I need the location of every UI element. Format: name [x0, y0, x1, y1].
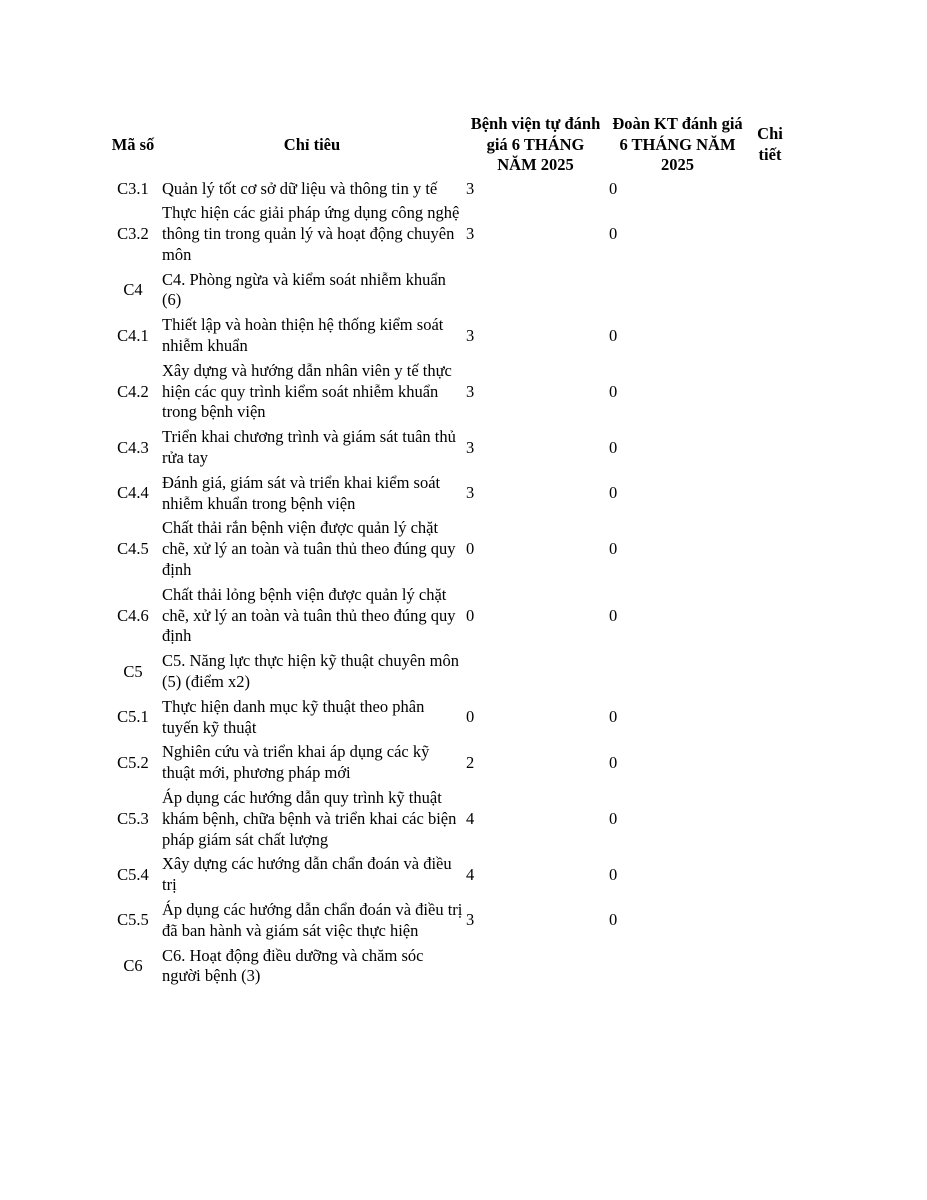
row-criteria: Đánh giá, giám sát và triển khai kiểm soát nhiễm khuẩn trong bệnh viện [162, 472, 441, 513]
row-criteria: Quản lý tốt cơ sở dữ liệu và thông tin y tế [162, 178, 438, 198]
row-self-evaluation [464, 650, 607, 696]
row-code: C4.4 [117, 483, 149, 503]
row-criteria: Xây dựng các hướng dẫn chẩn đoán và điều trị [162, 854, 452, 895]
row-criteria: Thực hiện các giải pháp ứng dụng công nghệ thông tin trong quản lý và hoạt động chuyên môn [162, 203, 460, 264]
row-criteria: Chất thải lỏng bệnh viện được quản lý chặt chẽ, xử lý an toàn và tuân thủ theo đúng quy định [162, 584, 456, 646]
row-detail [748, 517, 792, 583]
table-row [106, 517, 792, 583]
evaluation-page [106, 114, 792, 990]
row-detail [748, 269, 792, 315]
row-team-evaluation: 0 [609, 910, 618, 930]
row-team-evaluation: 0 [609, 483, 618, 503]
row-code: C4.1 [117, 325, 149, 345]
row-self-evaluation: 3 [466, 910, 475, 930]
row-code: C4.3 [117, 437, 149, 457]
row-code: C3.1 [117, 178, 149, 198]
table-row [106, 178, 792, 203]
table-header [106, 114, 792, 178]
row-self-evaluation: 3 [466, 178, 475, 198]
row-criteria: Áp dụng các hướng dẫn chẩn đoán và điều trị đã ban hành và giám sát việc thực hiện [162, 900, 463, 940]
row-code: C3.2 [117, 224, 149, 244]
row-team-evaluation: 0 [609, 224, 618, 244]
row-team-evaluation [607, 945, 748, 991]
row-code: C4 [123, 280, 143, 300]
row-code: C5.1 [117, 707, 149, 727]
row-detail [748, 426, 792, 472]
row-criteria: C4. Phòng ngừa và kiểm soát nhiễm khuẩn (6) [162, 269, 446, 310]
header-row [106, 114, 792, 178]
row-criteria: Áp dụng các hướng dẫn quy trình kỹ thuật khám bệnh, chữa bệnh và triển khai các biện pháp giám sát chất lượng [162, 788, 457, 849]
row-detail [748, 178, 792, 203]
row-self-evaluation: 3 [466, 437, 475, 457]
table-row [106, 472, 792, 518]
row-criteria: Nghiên cứu và triển khai áp dụng các kỹ thuật mới, phương pháp mới [162, 742, 430, 783]
row-team-evaluation: 0 [609, 178, 618, 198]
table-row [106, 360, 792, 426]
table-row [106, 202, 792, 268]
row-self-evaluation: 3 [466, 381, 475, 401]
table-row [106, 696, 792, 742]
row-team-evaluation: 0 [609, 864, 618, 884]
row-self-evaluation: 0 [466, 707, 475, 727]
row-detail [748, 696, 792, 742]
row-team-evaluation: 0 [609, 437, 618, 457]
criteria-table [106, 114, 792, 990]
table-row [106, 899, 792, 945]
row-self-evaluation [464, 945, 607, 991]
table-row [106, 650, 792, 696]
row-code: C6 [123, 955, 143, 975]
header-team-evaluation: Đoàn KT đánh giá 6 THÁNG NĂM 2025 [612, 114, 743, 174]
table-row [106, 741, 792, 787]
row-self-evaluation: 3 [466, 483, 475, 503]
row-team-evaluation [607, 650, 748, 696]
row-detail [748, 787, 792, 853]
table-row [106, 269, 792, 315]
header-code: Mã số [111, 134, 155, 154]
row-team-evaluation: 0 [609, 381, 618, 401]
row-team-evaluation: 0 [609, 325, 618, 345]
row-criteria: Thực hiện danh mục kỹ thuật theo phân tuyến kỹ thuật [162, 696, 425, 737]
table-row [106, 314, 792, 360]
row-detail [748, 314, 792, 360]
table-body [106, 178, 792, 991]
row-detail [748, 945, 792, 991]
row-code: C4.5 [117, 539, 149, 559]
row-code: C4.2 [117, 381, 149, 401]
row-criteria: C5. Năng lực thực hiện kỹ thuật chuyên môn (5) (điểm x2) [162, 651, 459, 692]
row-detail [748, 650, 792, 696]
row-code: C5 [123, 661, 143, 681]
row-team-evaluation: 0 [609, 808, 618, 828]
row-team-evaluation: 0 [609, 752, 618, 772]
row-self-evaluation: 2 [466, 752, 475, 772]
row-criteria: Chất thải rắn bệnh viện được quản lý chặt chẽ, xử lý an toàn và tuân thủ theo đúng quy định [162, 518, 456, 580]
row-criteria: Xây dựng và hướng dẫn nhân viên y tế thực hiện các quy trình kiểm soát nhiễm khuẩn trong bệnh viện [162, 360, 452, 422]
row-self-evaluation: 4 [466, 864, 475, 884]
row-self-evaluation: 3 [466, 224, 475, 244]
row-code: C5.2 [117, 752, 149, 772]
row-detail [748, 853, 792, 899]
row-detail [748, 584, 792, 650]
row-team-evaluation: 0 [609, 539, 618, 559]
row-criteria: Triển khai chương trình và giám sát tuân thủ rửa tay [162, 427, 456, 468]
row-code: C5.3 [117, 808, 149, 828]
table-row [106, 945, 792, 991]
row-code: C4.6 [117, 605, 149, 625]
table-row [106, 853, 792, 899]
row-team-evaluation [607, 269, 748, 315]
row-self-evaluation: 3 [466, 325, 475, 345]
row-self-evaluation: 0 [466, 539, 475, 559]
row-code: C5.5 [117, 910, 149, 930]
row-detail [748, 741, 792, 787]
row-criteria: Thiết lập và hoàn thiện hệ thống kiểm soát nhiễm khuẩn [162, 315, 444, 356]
header-self-evaluation: Bệnh viện tự đánh giá 6 THÁNG NĂM 2025 [470, 114, 601, 174]
row-code: C5.4 [117, 864, 149, 884]
header-criteria: Chỉ tiêu [283, 134, 341, 154]
header-detail: Chi tiết [757, 124, 783, 164]
row-criteria: C6. Hoạt động điều dưỡng và chăm sóc người bệnh (3) [162, 945, 424, 986]
row-detail [748, 899, 792, 945]
row-self-evaluation: 4 [466, 808, 475, 828]
table-row [106, 584, 792, 650]
row-detail [748, 472, 792, 518]
table-row [106, 787, 792, 853]
row-detail [748, 360, 792, 426]
row-self-evaluation [464, 269, 607, 315]
table-row [106, 426, 792, 472]
row-team-evaluation: 0 [609, 605, 618, 625]
row-self-evaluation: 0 [466, 605, 475, 625]
row-team-evaluation: 0 [609, 707, 618, 727]
row-detail [748, 202, 792, 268]
